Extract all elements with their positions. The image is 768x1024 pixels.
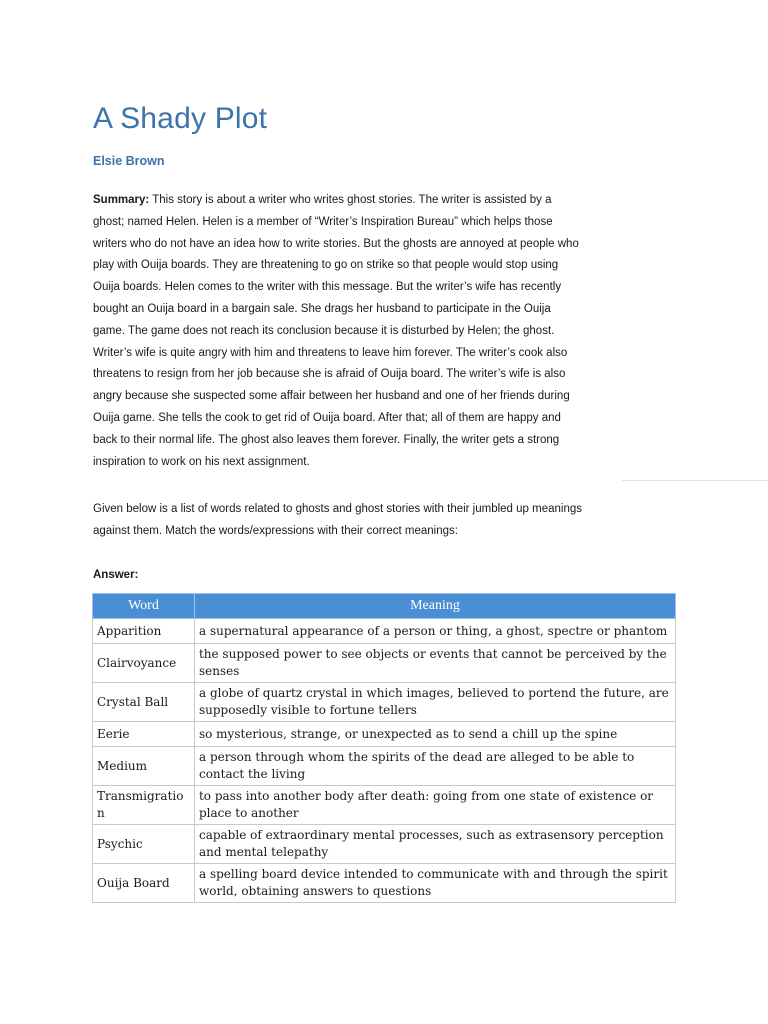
table-row xyxy=(93,722,676,747)
table-row xyxy=(93,747,676,786)
summary-line: angry because she suspected some affair between her husband and one of her friends during xyxy=(93,390,570,403)
table-row xyxy=(93,619,676,644)
table-row xyxy=(93,825,676,864)
vocabulary-table xyxy=(92,593,676,903)
table-row xyxy=(93,864,676,903)
summary-line: inspiration to work on his next assignment. xyxy=(93,455,310,468)
word-cell: Clairvoyance xyxy=(93,644,195,683)
summary-line: Ouija game. She tells the cook to get rid of Ouija board. After that; all of them are happy and xyxy=(93,411,561,424)
summary-paragraph xyxy=(93,190,623,473)
summary-line: Writer’s wife is quite angry with him and threatens to leave him forever. The writer’s cook also xyxy=(93,346,568,359)
summary-line: game. The game does not reach its conclusion because it is disturbed by Helen; the ghost. xyxy=(93,324,555,337)
table-row xyxy=(93,786,676,825)
instructions-paragraph xyxy=(93,499,633,543)
summary-line: bought an Ouija board in a bargain sale. She drags her husband to participate in the Ouija xyxy=(93,302,551,315)
summary-line: play with Ouija boards. They are threatening to go on strike so that people would stop using xyxy=(93,259,559,272)
meaning-cell: so mysterious, strange, or unexpected as to send a chill up the spine xyxy=(194,722,675,747)
page-title: A Shady Plot xyxy=(93,102,268,135)
answer-label: Answer: xyxy=(93,569,139,581)
word-cell: Psychic xyxy=(93,825,195,864)
horizontal-divider xyxy=(622,480,768,481)
instructions-line: against them. Match the words/expressions with their correct meanings: xyxy=(93,524,458,537)
summary-line: ghost; named Helen. Helen is a member of “Writer’s Inspiration Bureau” which helps those xyxy=(93,215,553,228)
summary-line: threatens to resign from her job because she is afraid of Ouija board. The writer’s wife is also xyxy=(93,368,566,381)
author-name: Elsie Brown xyxy=(93,154,165,168)
column-header-meaning: Meaning xyxy=(194,594,675,619)
summary-line: writers who do not have an idea how to write stories. But the ghosts are annoyed at people who xyxy=(93,237,579,250)
word-cell: Eerie xyxy=(93,722,195,747)
meaning-cell: a person through whom the spirits of the dead are alleged to be able to contact the living xyxy=(194,747,675,786)
meaning-cell: capable of extraordinary mental processes, such as extrasensory perception and mental telepathy xyxy=(194,825,675,864)
meaning-cell: to pass into another body after death: going from one state of existence or place to another xyxy=(194,786,675,825)
column-header-word: Word xyxy=(93,594,195,619)
word-cell: Apparition xyxy=(93,619,195,644)
summary-label: Summary: xyxy=(93,194,150,206)
meaning-cell: a spelling board device intended to communicate with and through the spirit world, obtaining answers to questions xyxy=(194,864,675,903)
summary-line: Summary: This story is about a writer who writes ghost stories. The writer is assisted by a xyxy=(93,194,552,206)
meaning-cell: a supernatural appearance of a person or thing, a ghost, spectre or phantom xyxy=(194,619,675,644)
word-cell: Transmigratio n xyxy=(93,786,195,825)
summary-line: back to their normal life. The ghost also leaves them forever. Finally, the writer gets a strong xyxy=(93,433,560,446)
instructions-line: Given below is a list of words related to ghosts and ghost stories with their jumbled up meanings xyxy=(93,503,583,515)
word-cell: Medium xyxy=(93,747,195,786)
table-header-row xyxy=(93,594,676,619)
word-cell: Crystal Ball xyxy=(93,683,195,722)
summary-line: Ouija boards. Helen comes to the writer with this message. But the writer’s wife has recently xyxy=(93,281,562,294)
meaning-cell: a globe of quartz crystal in which images, believed to portend the future, are supposedly visible to fortune tellers xyxy=(194,683,675,722)
table-row xyxy=(93,683,676,722)
table-row xyxy=(93,644,676,683)
word-cell: Ouija Board xyxy=(93,864,195,903)
meaning-cell: the supposed power to see objects or events that cannot be perceived by the senses xyxy=(194,644,675,683)
